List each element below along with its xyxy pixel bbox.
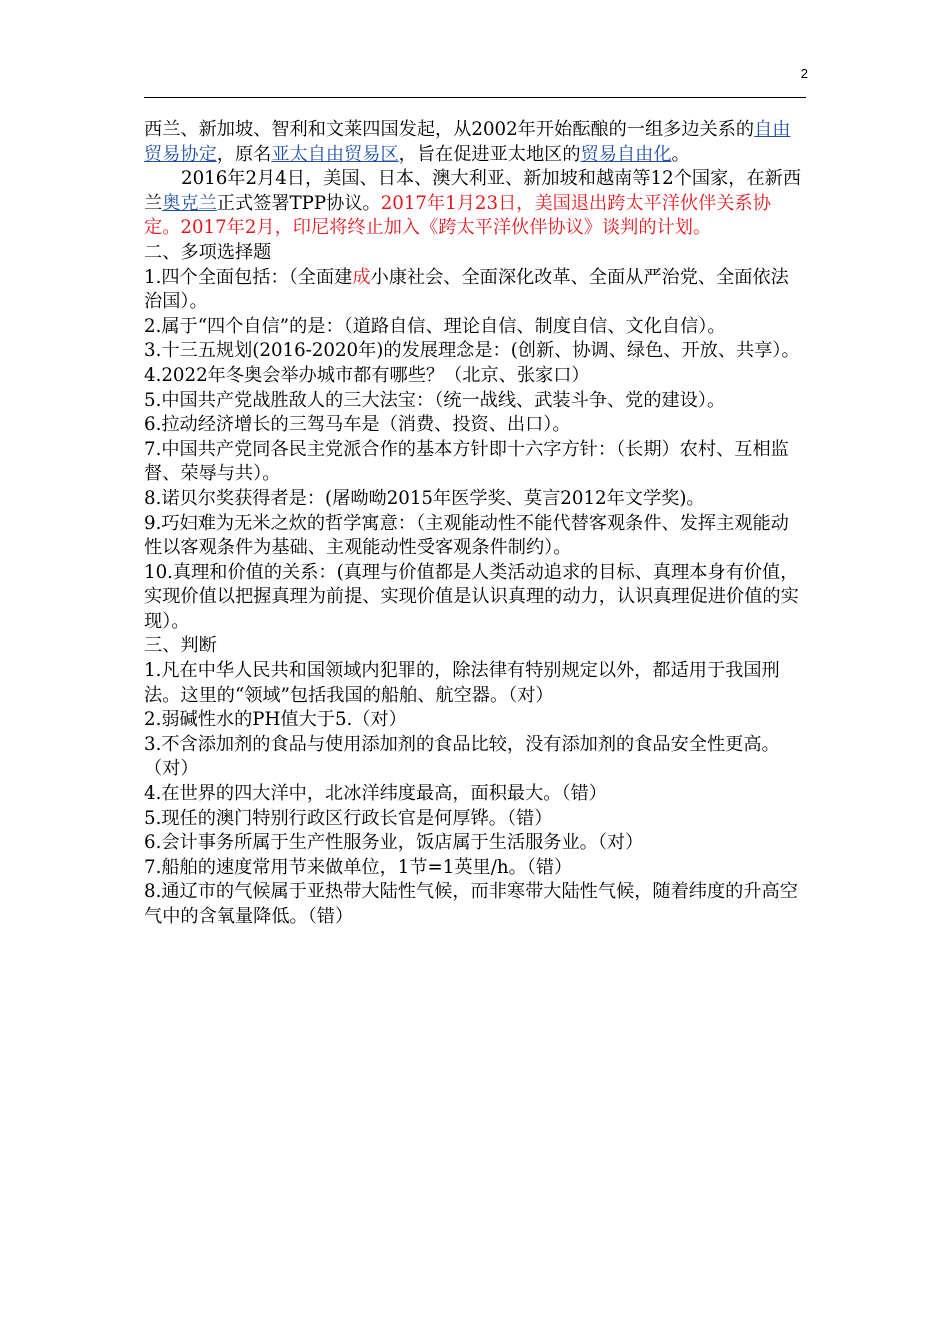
tpp-red-text: 2017年1月23日，美国退出跨太平洋伙伴关系协定。2017年2月，印尼将终止加入《跨太平洋伙伴协议》谈判的计划。 [144, 192, 771, 239]
mc-item: 3.十三五规划(2016-2020年)的发展理念是：(创新、协调、绿色、开放、共享）。 [144, 340, 800, 362]
tpp-text-1: 2016年2月4日，美国、日本、澳大利亚、新加坡和越南等12个国家，在新西兰 [144, 168, 802, 214]
intro-paragraph [144, 118, 806, 167]
intro-text-2: ，原名 [216, 143, 272, 165]
section-heading-judgment: 三、判断 [144, 635, 217, 657]
judgment-item: 5.现任的澳门特别行政区行政长官是何厚铧。（错） [144, 807, 553, 829]
link-auckland[interactable]: 奥克兰 [162, 192, 217, 214]
mc-item: 6.拉动经济增长的三驾马车是（消费、投资、出口）。 [144, 414, 571, 436]
judgment-item: 6.会计事务所属于生产性服务业，饭店属于生活服务业。（对） [144, 832, 644, 854]
judgment-item: 1.凡在中华人民共和国领域内犯罪的，除法律有特别规定以外，都适用于我国刑法。这里的“领域”包括我国的船舶、航空器。（对） [144, 660, 780, 706]
mc-item-1-highlight: 成 [352, 266, 371, 288]
intro-text-3: ，旨在促进亚太地区的 [398, 143, 581, 165]
mc-item: 8.诺贝尔奖获得者是：(屠呦呦2015年医学奖、莫言2012年文学奖)。 [144, 487, 705, 509]
header-divider [144, 97, 806, 98]
mc-item-1-text-b: 小康社会、全面深化改革、全面从严治党、全面依法治国）。 [144, 266, 789, 313]
mc-item-1-text-a: 1.四个全面包括：（全面建 [144, 266, 353, 288]
mc-item: 7.中国共产党同各民主党派合作的基本方针即十六字方针：（长期）农村、互相监督、荣辱与共）。 [144, 438, 789, 485]
mc-item: 4.2022年冬奥会举办城市都有哪些？（北京、张家口） [144, 364, 590, 386]
section-heading-multiple-choice: 二、多项选择题 [144, 241, 272, 263]
mc-item: 2.属于“四个自信”的是：（道路自信、理论自信、制度自信、文化自信）。 [144, 315, 726, 337]
judgment-item: 2.弱碱性水的PH值大于5.（对） [144, 709, 407, 731]
tpp-paragraph [144, 167, 806, 241]
intro-text-4: 。 [671, 143, 690, 165]
link-free-trade-agreement[interactable]: 自由贸易协定 [144, 119, 791, 165]
mc-item-1 [144, 266, 806, 315]
mc-item: 10.真理和价值的关系：(真理与价值都是人类活动追求的目标、真理本身有价值，实现价值以把握真理为前提、实现价值是认识真理的动力，认识真理促进价值的实现）。 [144, 561, 799, 632]
mc-item: 5.中国共产党战胜敌人的三大法宝：（统一战线、武装斗争、党的建设）。 [144, 389, 726, 411]
page-number: 2 [800, 66, 808, 81]
tpp-text-2: 正式签署TPP协议。 [216, 192, 381, 214]
mc-item: 9.巧妇难为无米之炊的哲学寓意：（主观能动性不能代替客观条件、发挥主观能动性以客观条件为基础、主观能动性受客观条件制约）。 [144, 512, 789, 559]
judgment-item: 4.在世界的四大洋中，北冰洋纬度最高，面积最大。（错） [144, 783, 607, 805]
link-trade-liberalization[interactable]: 贸易自由化 [580, 143, 672, 165]
document-body [144, 118, 806, 930]
judgment-item: 3.不含添加剂的食品与使用添加剂的食品比较，没有添加剂的食品安全性更高。（对） [144, 733, 780, 780]
judgment-item: 7.船舶的速度常用节来做单位，1节=1英里/h。（错） [144, 856, 573, 878]
judgment-item: 8.通辽市的气候属于亚热带大陆性气候，而非寒带大陆性气候，随着纬度的升高空气中的含氧量降低。（错） [144, 881, 798, 927]
intro-text-1: 西兰、新加坡、智利和文莱四国发起，从2002年开始酝酿的一组多边关系的 [144, 119, 755, 140]
link-asia-pacific-fta[interactable]: 亚太自由贸易区 [271, 143, 399, 165]
